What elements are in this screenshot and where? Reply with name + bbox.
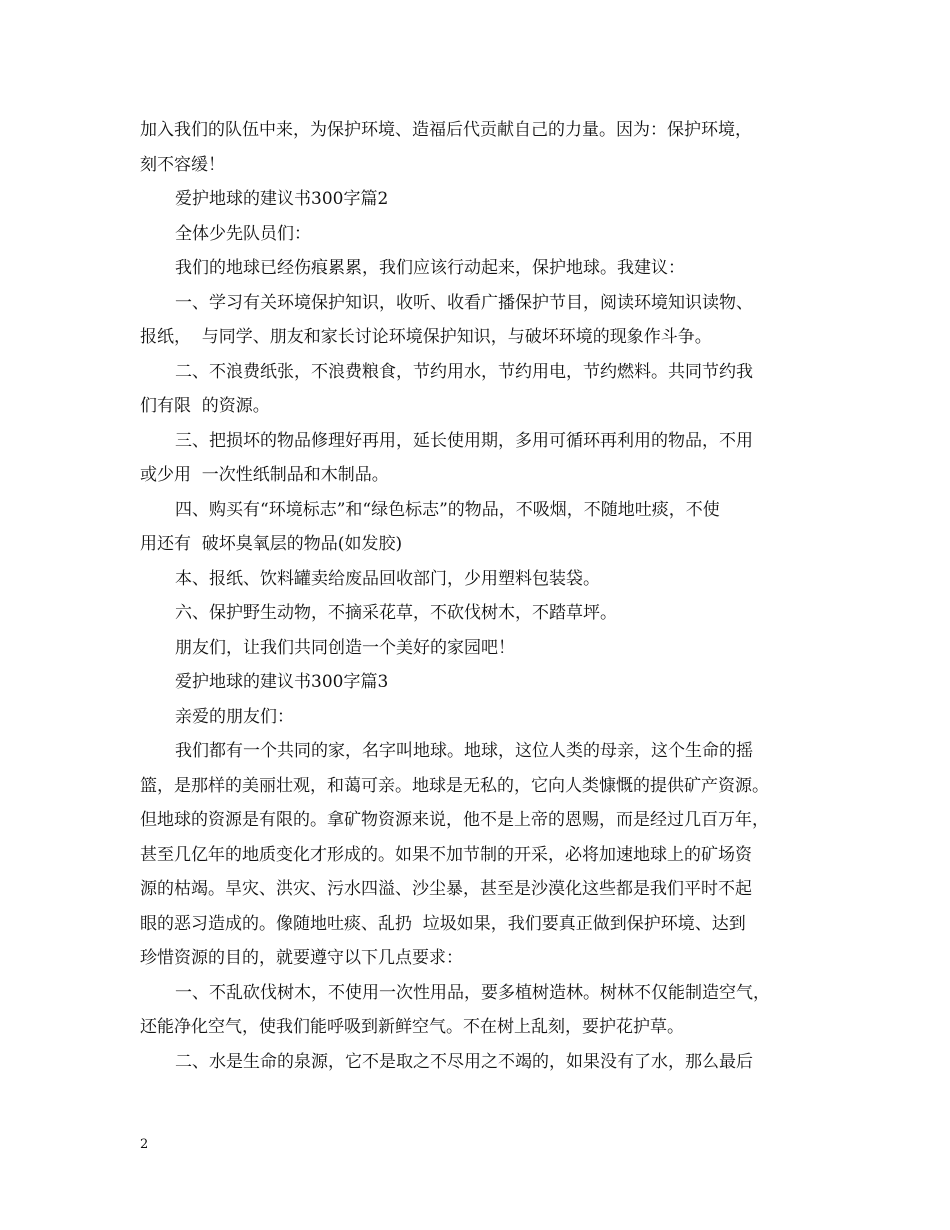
section-heading: 爱护地球的建议书300字篇3 xyxy=(175,672,389,692)
text-line: 珍惜资源的目的，就要遵守以下几点要求： xyxy=(140,948,463,968)
document-body xyxy=(140,113,840,1079)
text-line: 三、把损坏的物品修理好再用，延长使用期，多用可循环再利用的物品，不用 xyxy=(175,430,753,451)
section-heading: 爱护地球的建议书300字篇2 xyxy=(175,189,389,209)
text-line: 篮，是那样的美丽壮观，和蔼可亲。地球是无私的，它向人类慷慨的提供矿产资源。 xyxy=(140,775,769,796)
text-line: 一、不乱砍伐树木，不使用一次性用品，要多植树造林。树林不仅能制造空气， xyxy=(175,982,770,1003)
text-line: 六、保护野生动物，不摘采花草，不砍伐树木，不踏草坪。 xyxy=(175,603,617,623)
text-line: 或少用 一次性纸制品和木制品。 xyxy=(140,465,389,485)
text-line: 加入我们的队伍中来，为保护环境、造福后代贡献自己的力量。因为：保护环境， xyxy=(140,120,752,140)
text-line: 二、不浪费纸张，不浪费粮食，节约用水，节约用电，节约燃料。共同节约我 xyxy=(175,361,753,382)
text-line: 但地球的资源是有限的。拿矿物资源来说，他不是上帝的恩赐，而是经过几百万年， xyxy=(140,810,769,830)
text-line: 刻不容缓！ xyxy=(140,154,225,175)
text-line: 还能净化空气，使我们能呼吸到新鲜空气。不在树上乱刻，要护花护草。 xyxy=(140,1017,684,1037)
salutation: 亲爱的朋友们： xyxy=(175,706,294,727)
text-line: 四、购买有“环境标志”和“绿色标志”的物品，不吸烟，不随地吐痰，不使 xyxy=(175,499,720,520)
text-line: 一、学习有关环境保护知识，收听、收看广播保护节目，阅读环境知识读物、 xyxy=(175,292,753,313)
text-line: 们有限 的资源。 xyxy=(140,396,270,416)
text-line: 二、水是生命的泉源，它不是取之不尽用之不竭的，如果没有了水，那么最后 xyxy=(175,1051,753,1072)
text-line: 眼的恶习造成的。像随地吐痰、乱扔 垃圾如果，我们要真正做到保护环境、达到 xyxy=(140,913,746,934)
text-line: 我们都有一个共同的家，名字叫地球。地球，这位人类的母亲，这个生命的摇 xyxy=(175,741,753,761)
text-line: 报纸， 与同学、朋友和家长讨论环境保护知识，与破坏环境的现象作斗争。 xyxy=(140,327,712,347)
salutation: 全体少先队员们： xyxy=(175,223,311,244)
text-line: 甚至几亿年的地质变化才形成的。如果不加节制的开采，必将加速地球上的矿场资 xyxy=(140,844,752,865)
text-line: 朋友们，让我们共同创造一个美好的家园吧！ xyxy=(175,637,515,658)
text-line: 本、报纸、饮料罐卖给废品回收部门，少用塑料包装袋。 xyxy=(175,568,600,589)
page-number: 2 xyxy=(140,1137,149,1152)
text-line: 源的枯竭。旱灾、洪灾、污水四溢、沙尘暴，甚至是沙漠化这些都是我们平时不起 xyxy=(140,879,752,899)
text-line: 我们的地球已经伤痕累累，我们应该行动起来，保护地球。我建议： xyxy=(175,258,685,278)
text-line: 用还有 破坏臭氧层的物品(如发胶) xyxy=(140,534,403,554)
